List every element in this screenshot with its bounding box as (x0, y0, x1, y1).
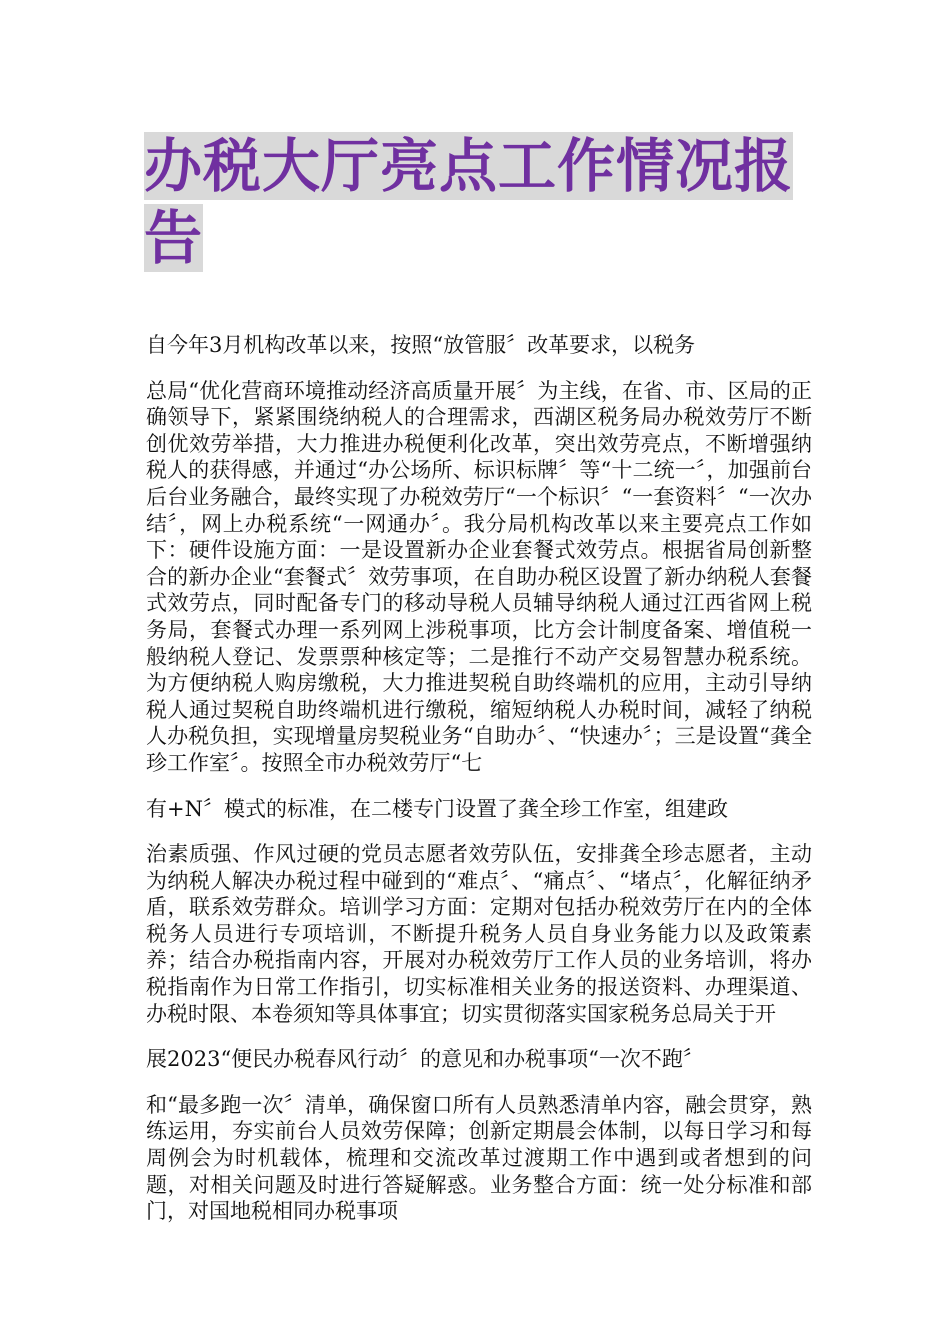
document-title (144, 130, 824, 274)
document-body (146, 332, 812, 1225)
body-paragraph-3: 有+N〞模式的标准，在二楼专门设置了龚全珍工作室，组建政 (146, 796, 728, 821)
document-title-text: 办税大厅亮点工作情况报告 (144, 132, 794, 272)
body-paragraph-2: 总局“优化营商环境推动经济高质量开展〞为主线，在省、市、区局的正确领导下，紧紧围绕纳税人的合理需求，西湖区税务局办税效劳厅不断创优效劳举措，大力推进办税便利化改革，突出效劳亮点，不断增强纳税人的获得感，并通过“办公场所、标识标牌〞等“十二统一〞，加强前台后台业务融合，最终实现了办税效劳厅“一个标识〞“一套资料〞“一次办结〞，网上办税系统“一网通办〞。我分局机构改革以来主要亮点工作如下：硬件设施方面：一是设置新办企业套餐式效劳点。根据省局创新整合的新办企业“套餐式〞效劳事项，在自助办税区设置了新办纳税人套餐式效劳点，同时配备专门的移动导税人员辅导纳税人通过江西省网上税务局，套餐式办理一系列网上涉税事项，比方会计制度备案、增值税一般纳税人登记、发票票种核定等；二是推行不动产交易智慧办税系统。为方便纳税人购房缴税，大力推进契税自助终端机的应用，主动引导纳税人通过契税自助终端机进行缴税，缩短纳税人办税时间，减轻了纳税人办税负担，实现增量房契税业务“自助办〞、“快速办〞；三是设置“龚全珍工作室〞。按照全市办税效劳厅“七 (146, 378, 812, 775)
body-paragraph-6: 和“最多跑一次〞清单，确保窗口所有人员熟悉清单内容，融会贯穿，熟练运用，夯实前台人员效劳保障；创新定期晨会体制，以每日学习和每周例会为时机载体，梳理和交流改革过渡期工作中遇到或者想到的问题，对相关问题及时进行答疑解惑。业务整合方面：统一处分标准和部门，对国地税相同办税事项 (146, 1092, 812, 1224)
body-paragraph-4: 治素质强、作风过硬的党员志愿者效劳队伍，安排龚全珍志愿者，主动为纳税人解决办税过程中碰到的“难点〞、“痛点〞、“堵点〞，化解征纳矛盾，联系效劳群众。培训学习方面：定期对包括办税效劳厅在内的全体税务人员进行专项培训，不断提升税务人员自身业务能力以及政策素养；结合办税指南内容，开展对办税效劳厅工作人员的业务培训，将办税指南作为日常工作指引，切实标准相关业务的报送资料、办理渠道、办税时限、本卷须知等具体事宜；切实贯彻落实国家税务总局关于开 (146, 842, 812, 1026)
body-paragraph-5: 展2023“便民办税春风行动〞的意见和办税事项“一次不跑〞 (146, 1047, 704, 1072)
body-paragraph-1: 自今年3月机构改革以来，按照“放管服〞改革要求，以税务 (146, 333, 696, 357)
